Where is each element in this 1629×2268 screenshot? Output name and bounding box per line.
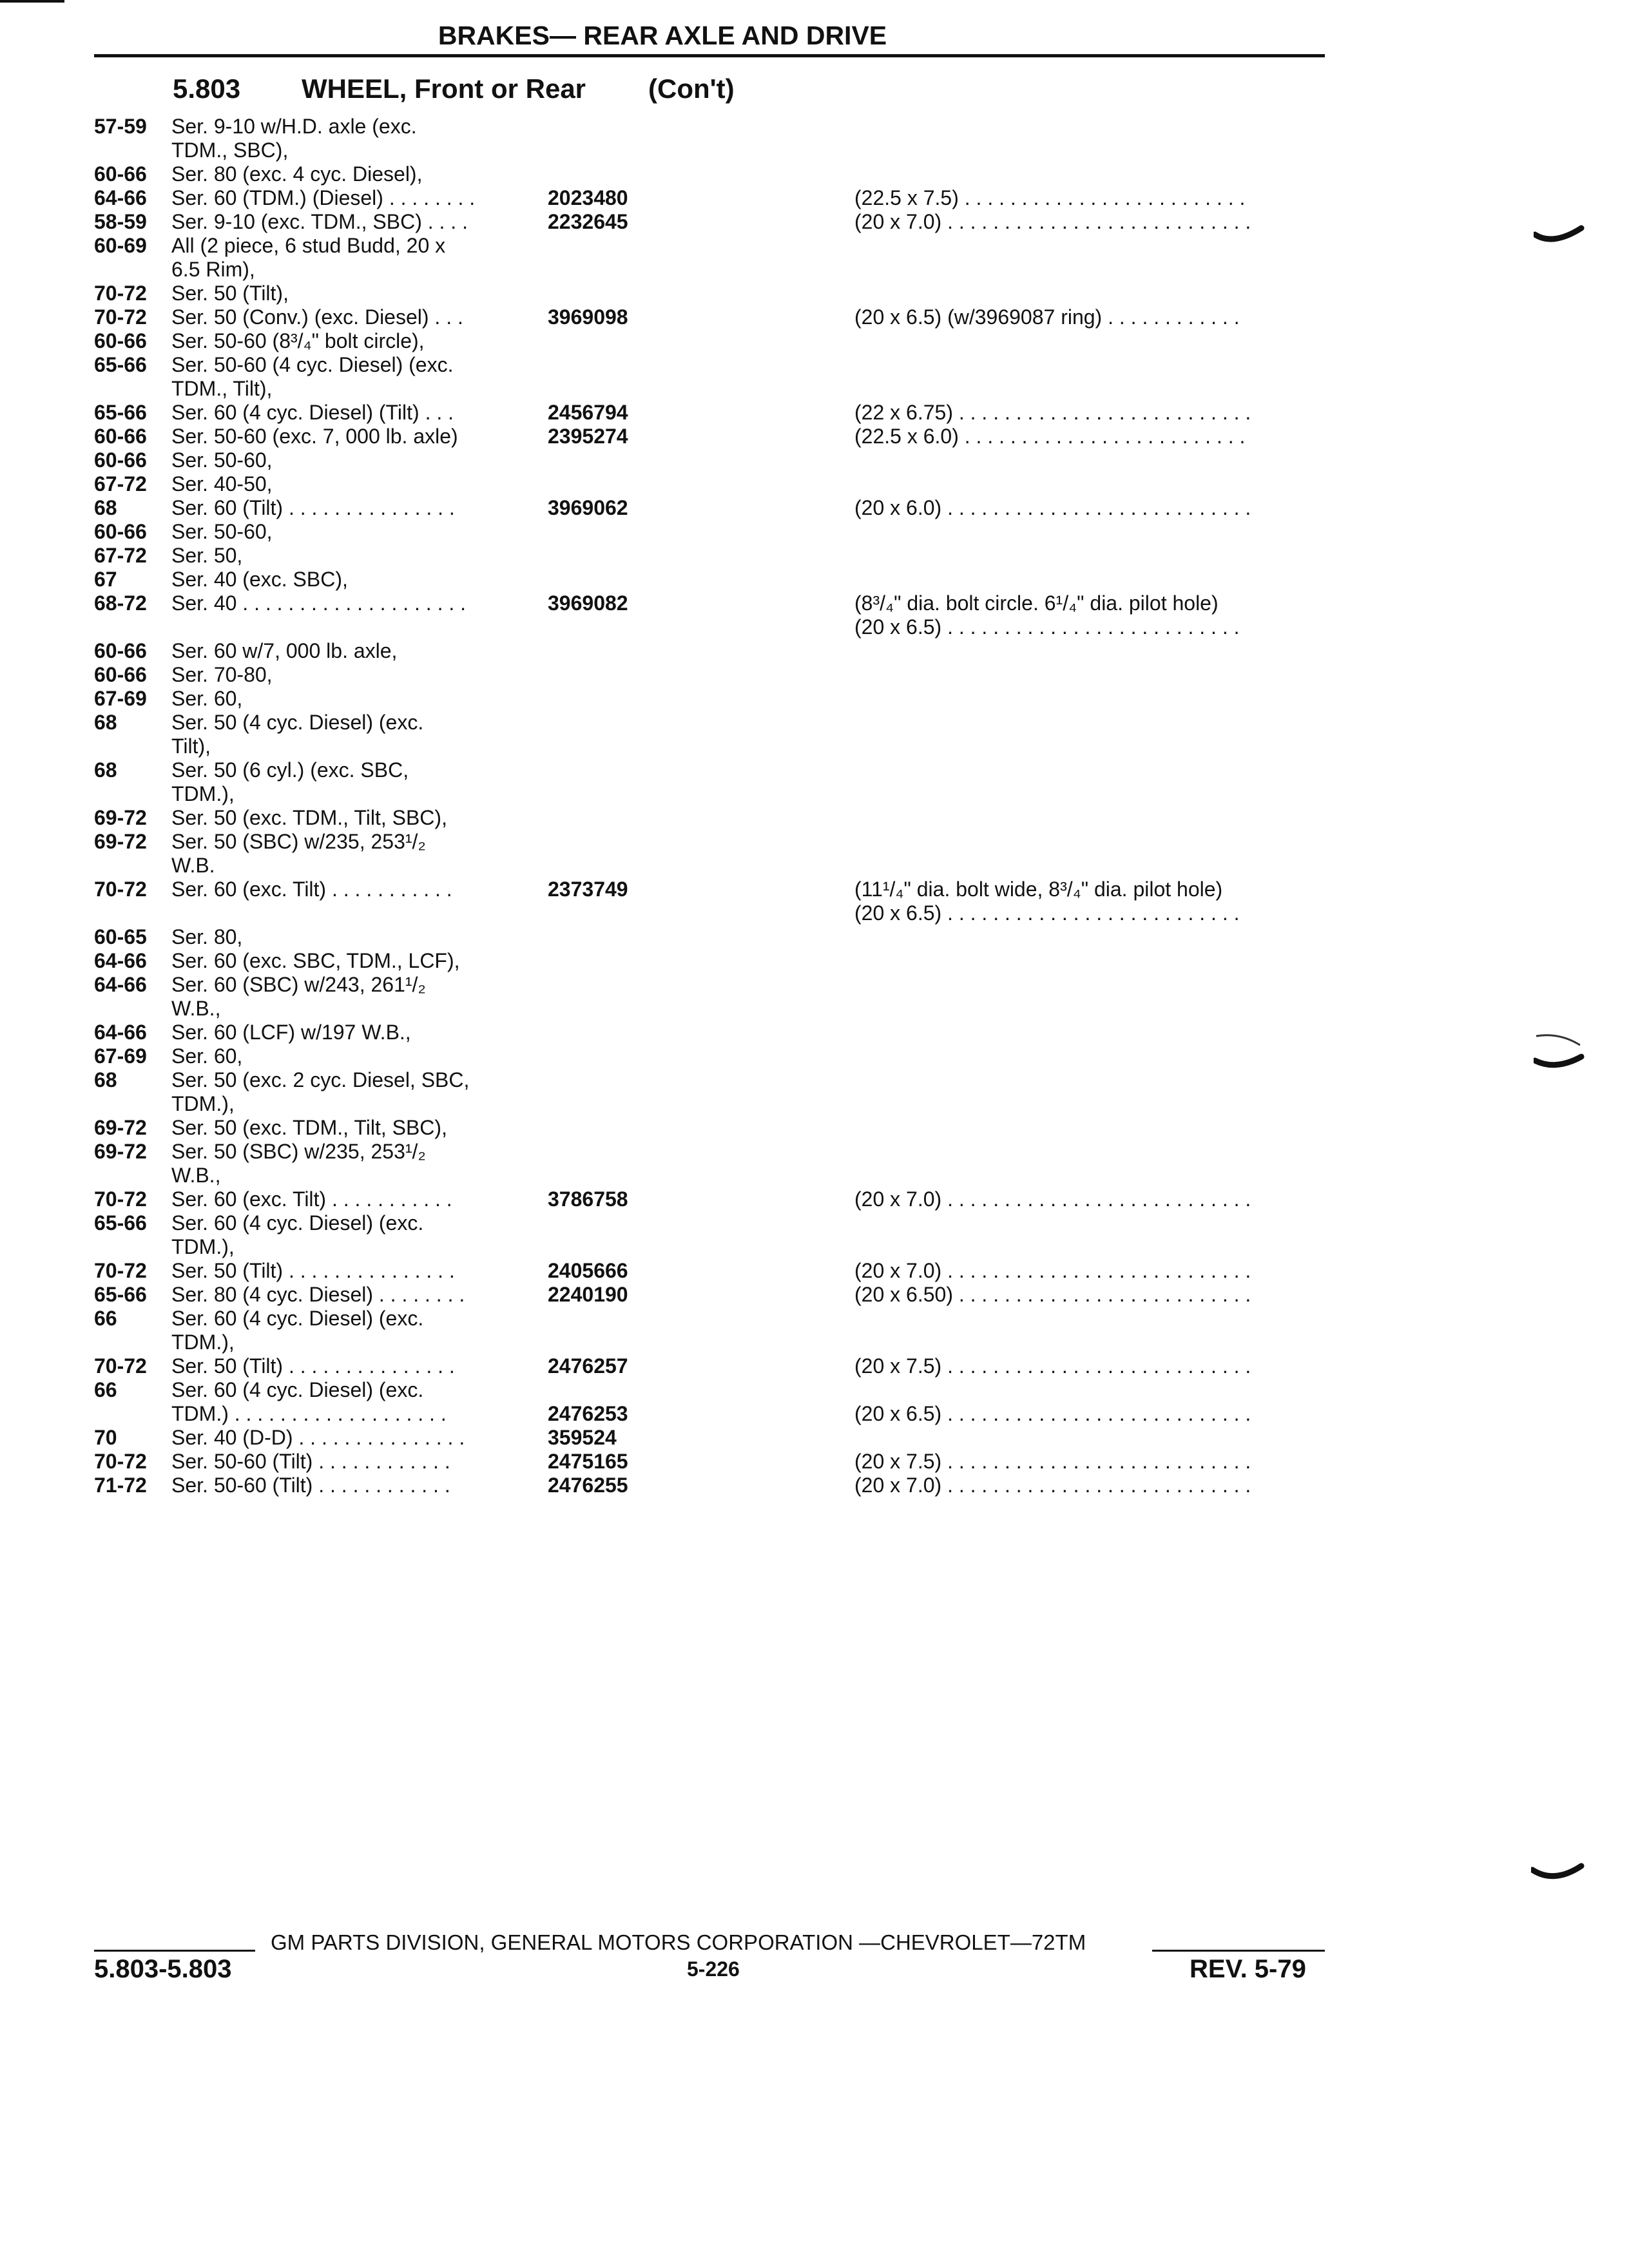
application-description: Ser. 50-60 (Tilt) . . . . . . . . . . . . xyxy=(171,1474,450,1497)
model-years: 69-72 xyxy=(94,1116,147,1139)
application-description: Ser. 50-60 (exc. 7, 000 lb. axle) xyxy=(171,425,458,448)
list-item xyxy=(0,997,1629,1021)
model-years: 60-66 xyxy=(94,329,147,352)
application-description: Ser. 50 (Tilt) . . . . . . . . . . . . . . . xyxy=(171,1354,455,1378)
part-number: 3969098 xyxy=(548,305,628,329)
list-item xyxy=(0,472,1629,496)
application-description: W.B. xyxy=(171,854,215,877)
section-number: 5.803 xyxy=(173,73,241,104)
application-description: 6.5 Rim), xyxy=(171,258,255,281)
list-item xyxy=(0,949,1629,973)
application-description: Ser. 50 (6 cyl.) (exc. SBC, xyxy=(171,758,409,782)
section-continued: (Con't) xyxy=(648,73,735,104)
application-description: Ser. 70-80, xyxy=(171,663,273,686)
model-years: 70 xyxy=(94,1426,117,1449)
model-years: 58-59 xyxy=(94,210,147,233)
list-item xyxy=(0,830,1629,854)
model-years: 64-66 xyxy=(94,186,147,209)
model-years: 67-72 xyxy=(94,544,147,567)
model-years: 70-72 xyxy=(94,878,147,901)
wheel-size: (20 x 6.5) . . . . . . . . . . . . . . . . . . . . . . . . . . xyxy=(854,615,1240,639)
model-years: 60-66 xyxy=(94,663,147,686)
application-description: Ser. 50 (Tilt) . . . . . . . . . . . . . . . xyxy=(171,1259,455,1282)
list-item xyxy=(0,1354,1629,1378)
wheel-size: (20 x 7.5) . . . . . . . . . . . . . . . . . . . . . . . . . . . xyxy=(854,1450,1251,1473)
application-description: Ser. 50-60 (4 cyc. Diesel) (exc. xyxy=(171,353,454,376)
list-item xyxy=(0,210,1629,234)
model-years: 67-72 xyxy=(94,472,147,495)
application-description: Ser. 50 (exc. 2 cyc. Diesel, SBC, xyxy=(171,1068,470,1091)
model-years: 65-66 xyxy=(94,1211,147,1235)
application-description: TDM., Tilt), xyxy=(171,377,273,400)
application-description: Ser. 9-10 (exc. TDM., SBC) . . . . xyxy=(171,210,468,233)
part-number: 3969062 xyxy=(548,496,628,519)
model-years: 70-72 xyxy=(94,1187,147,1211)
application-description: Ser. 60 (4 cyc. Diesel) (exc. xyxy=(171,1307,424,1330)
application-description: Ser. 60 (Tilt) . . . . . . . . . . . . . . . xyxy=(171,496,455,519)
wheel-size: (20 x 7.0) . . . . . . . . . . . . . . . . . . . . . . . . . . . xyxy=(854,1474,1251,1497)
application-description: Ser. 60 (exc. Tilt) . . . . . . . . . . . xyxy=(171,1187,452,1211)
application-description: Ser. 40 (exc. SBC), xyxy=(171,568,348,591)
model-years: 66 xyxy=(94,1307,117,1330)
list-item xyxy=(0,544,1629,568)
list-item xyxy=(0,1021,1629,1044)
application-description: W.B., xyxy=(171,1164,221,1187)
list-item xyxy=(0,139,1629,162)
application-description: Ser. 50 (exc. TDM., Tilt, SBC), xyxy=(171,1116,447,1139)
model-years: 60-66 xyxy=(94,520,147,543)
application-description: Ser. 60, xyxy=(171,1044,243,1068)
list-item xyxy=(0,1164,1629,1187)
footer-publisher: GM PARTS DIVISION, GENERAL MOTORS CORPORATION —CHEVROLET—72TM xyxy=(271,1930,1086,1954)
part-number: 2405666 xyxy=(548,1259,628,1282)
wheel-size: (20 x 6.5) (w/3969087 ring) . . . . . . . . . . . . xyxy=(854,305,1240,329)
wheel-size: (20 x 7.0) . . . . . . . . . . . . . . . . . . . . . . . . . . . xyxy=(854,1187,1251,1211)
application-description: Ser. 40-50, xyxy=(171,472,273,495)
wheel-size: (22.5 x 6.0) . . . . . . . . . . . . . . . . . . . . . . . . . xyxy=(854,425,1246,448)
model-years: 64-66 xyxy=(94,973,147,996)
list-item xyxy=(0,878,1629,901)
part-number: 359524 xyxy=(548,1426,617,1449)
application-description: Ser. 50-60, xyxy=(171,520,273,543)
wheel-size: (8³/₄" dia. bolt circle. 6¹/₄" dia. pilot hole) xyxy=(854,591,1219,615)
footer-revision: REV. 5-79 xyxy=(1190,1955,1306,1983)
list-item xyxy=(0,1092,1629,1116)
list-item xyxy=(0,758,1629,782)
list-item xyxy=(0,1044,1629,1068)
part-number: 2395274 xyxy=(548,425,628,448)
application-description: Ser. 50 (exc. TDM., Tilt, SBC), xyxy=(171,806,447,829)
part-number: 2023480 xyxy=(548,186,628,209)
wheel-size: (20 x 7.0) . . . . . . . . . . . . . . . . . . . . . . . . . . . xyxy=(854,210,1251,233)
section-heading xyxy=(173,73,735,104)
model-years: 67 xyxy=(94,568,117,591)
model-years: 68-72 xyxy=(94,591,147,615)
list-item xyxy=(0,925,1629,949)
part-number: 2476257 xyxy=(548,1354,628,1378)
application-description: Ser. 60 (4 cyc. Diesel) (Tilt) . . . xyxy=(171,401,454,424)
application-description: Ser. 50-60, xyxy=(171,448,273,472)
application-description: TDM.), xyxy=(171,1092,235,1115)
list-item xyxy=(0,425,1629,448)
wheel-size: (20 x 6.50) . . . . . . . . . . . . . . . . . . . . . . . . . . xyxy=(854,1283,1251,1306)
list-item xyxy=(0,448,1629,472)
model-years: 70-72 xyxy=(94,1259,147,1282)
model-years: 65-66 xyxy=(94,1283,147,1306)
list-item xyxy=(0,711,1629,735)
application-description: TDM., SBC), xyxy=(171,139,289,162)
page-number: 5-226 xyxy=(687,1957,740,1981)
application-description: Ser. 50 (Tilt), xyxy=(171,282,289,305)
model-years: 68 xyxy=(94,496,117,519)
application-description: TDM.), xyxy=(171,782,235,805)
list-item xyxy=(0,1140,1629,1164)
list-item xyxy=(0,1283,1629,1307)
application-description: Ser. 80 (exc. 4 cyc. Diesel), xyxy=(171,162,423,186)
list-item xyxy=(0,854,1629,878)
part-number: 2232645 xyxy=(548,210,628,233)
wheel-size: (20 x 7.5) . . . . . . . . . . . . . . . . . . . . . . . . . . . xyxy=(854,1354,1251,1378)
application-description: TDM.), xyxy=(171,1235,235,1258)
model-years: 69-72 xyxy=(94,806,147,829)
footer-rule-right xyxy=(1152,1950,1325,1952)
list-item xyxy=(0,1378,1629,1402)
model-years: 60-66 xyxy=(94,162,147,186)
part-number: 2373749 xyxy=(548,878,628,901)
list-item xyxy=(0,353,1629,377)
list-item xyxy=(0,639,1629,663)
list-item xyxy=(0,1331,1629,1354)
list-item xyxy=(0,401,1629,425)
list-item xyxy=(0,1187,1629,1211)
model-years: 68 xyxy=(94,711,117,734)
corner-rule xyxy=(0,0,64,3)
wheel-size: (20 x 7.0) . . . . . . . . . . . . . . . . . . . . . . . . . . . xyxy=(854,1259,1251,1282)
model-years: 70-72 xyxy=(94,1450,147,1473)
list-item xyxy=(0,162,1629,186)
part-number: 2475165 xyxy=(548,1450,628,1473)
list-item xyxy=(0,663,1629,687)
part-number: 2456794 xyxy=(548,401,628,424)
application-description: Ser. 60, xyxy=(171,687,243,710)
list-item xyxy=(0,901,1629,925)
model-years: 65-66 xyxy=(94,401,147,424)
page-title: BRAKES— REAR AXLE AND DRIVE xyxy=(438,21,887,50)
list-item xyxy=(0,520,1629,544)
model-years: 60-65 xyxy=(94,925,147,948)
list-item xyxy=(0,1068,1629,1092)
application-description: Ser. 60 (4 cyc. Diesel) (exc. xyxy=(171,1378,424,1401)
wheel-size: (20 x 6.5) . . . . . . . . . . . . . . . . . . . . . . . . . . xyxy=(854,901,1240,925)
model-years: 64-66 xyxy=(94,949,147,972)
application-description: TDM.), xyxy=(171,1331,235,1354)
section-title: WHEEL, Front or Rear xyxy=(302,73,586,104)
list-item xyxy=(0,234,1629,258)
application-description: Ser. 60 (exc. Tilt) . . . . . . . . . . . xyxy=(171,878,452,901)
wheel-size: (22.5 x 7.5) . . . . . . . . . . . . . . . . . . . . . . . . . xyxy=(854,186,1246,209)
model-years: 68 xyxy=(94,758,117,782)
part-number: 2476253 xyxy=(548,1402,628,1425)
list-item xyxy=(0,806,1629,830)
list-item xyxy=(0,1450,1629,1474)
part-number: 3969082 xyxy=(548,591,628,615)
application-description: Ser. 60 (SBC) w/243, 261¹/₂ xyxy=(171,973,426,996)
list-item xyxy=(0,1116,1629,1140)
parts-list xyxy=(0,115,1629,1497)
application-description: Ser. 50, xyxy=(171,544,243,567)
list-item xyxy=(0,782,1629,806)
model-years: 67-69 xyxy=(94,687,147,710)
list-item xyxy=(0,1402,1629,1426)
list-item xyxy=(0,329,1629,353)
list-item xyxy=(0,377,1629,401)
scan-mark xyxy=(1534,1031,1585,1076)
model-years: 60-66 xyxy=(94,448,147,472)
model-years: 70-72 xyxy=(94,305,147,329)
list-item xyxy=(0,258,1629,282)
application-description: Ser. 50 (4 cyc. Diesel) (exc. xyxy=(171,711,424,734)
model-years: 60-66 xyxy=(94,639,147,662)
list-item xyxy=(0,1426,1629,1450)
model-years: 67-69 xyxy=(94,1044,147,1068)
scan-mark xyxy=(1534,219,1585,258)
model-years: 69-72 xyxy=(94,1140,147,1163)
application-description: Ser. 60 w/7, 000 lb. axle, xyxy=(171,639,398,662)
application-description: Ser. 60 (4 cyc. Diesel) (exc. xyxy=(171,1211,424,1235)
header-rule xyxy=(94,54,1325,57)
list-item xyxy=(0,282,1629,305)
application-description: Ser. 60 (TDM.) (Diesel) . . . . . . . . xyxy=(171,186,476,209)
model-years: 69-72 xyxy=(94,830,147,853)
wheel-size: (20 x 6.5) . . . . . . . . . . . . . . . . . . . . . . . . . . . xyxy=(854,1402,1251,1425)
list-item xyxy=(0,568,1629,591)
application-description: Ser. 40 . . . . . . . . . . . . . . . . . . . . xyxy=(171,591,467,615)
footer-rule-left xyxy=(94,1950,255,1952)
model-years: 66 xyxy=(94,1378,117,1401)
list-item xyxy=(0,735,1629,758)
list-item xyxy=(0,1235,1629,1259)
list-item xyxy=(0,115,1629,139)
list-item xyxy=(0,496,1629,520)
list-item xyxy=(0,186,1629,210)
application-description: Ser. 80 (4 cyc. Diesel) . . . . . . . . xyxy=(171,1283,465,1306)
list-item xyxy=(0,305,1629,329)
application-description: All (2 piece, 6 stud Budd, 20 x xyxy=(171,234,446,257)
model-years: 65-66 xyxy=(94,353,147,376)
footer-section-range: 5.803-5.803 xyxy=(94,1955,232,1983)
model-years: 68 xyxy=(94,1068,117,1091)
list-item xyxy=(0,973,1629,997)
list-item xyxy=(0,591,1629,615)
list-item xyxy=(0,687,1629,711)
wheel-size: (20 x 6.0) . . . . . . . . . . . . . . . . . . . . . . . . . . . xyxy=(854,496,1251,519)
application-description: Ser. 50-60 (8³/₄" bolt circle), xyxy=(171,329,425,352)
model-years: 60-66 xyxy=(94,425,147,448)
model-years: 57-59 xyxy=(94,115,147,138)
wheel-size: (22 x 6.75) . . . . . . . . . . . . . . . . . . . . . . . . . . xyxy=(854,401,1251,424)
application-description: Ser. 80, xyxy=(171,925,243,948)
application-description: TDM.) . . . . . . . . . . . . . . . . . . . xyxy=(171,1402,447,1425)
part-number: 2240190 xyxy=(548,1283,628,1306)
scan-mark xyxy=(1531,1856,1585,1894)
application-description: Ser. 40 (D-D) . . . . . . . . . . . . . . . xyxy=(171,1426,465,1449)
model-years: 64-66 xyxy=(94,1021,147,1044)
wheel-size: (11¹/₄" dia. bolt wide, 8³/₄" dia. pilot hole) xyxy=(854,878,1223,901)
application-description: Ser. 50 (Conv.) (exc. Diesel) . . . xyxy=(171,305,463,329)
model-years: 70-72 xyxy=(94,282,147,305)
application-description: Ser. 9-10 w/H.D. axle (exc. xyxy=(171,115,417,138)
application-description: Ser. 50 (SBC) w/235, 253¹/₂ xyxy=(171,830,426,853)
list-item xyxy=(0,615,1629,639)
application-description: Ser. 50-60 (Tilt) . . . . . . . . . . . . xyxy=(171,1450,450,1473)
model-years: 70-72 xyxy=(94,1354,147,1378)
application-description: W.B., xyxy=(171,997,221,1020)
model-years: 60-69 xyxy=(94,234,147,257)
part-number: 3786758 xyxy=(548,1187,628,1211)
application-description: Tilt), xyxy=(171,735,211,758)
application-description: Ser. 60 (LCF) w/197 W.B., xyxy=(171,1021,411,1044)
list-item xyxy=(0,1211,1629,1235)
list-item xyxy=(0,1307,1629,1331)
list-item xyxy=(0,1259,1629,1283)
list-item xyxy=(0,1474,1629,1497)
application-description: Ser. 50 (SBC) w/235, 253¹/₂ xyxy=(171,1140,426,1163)
application-description: Ser. 60 (exc. SBC, TDM., LCF), xyxy=(171,949,460,972)
model-years: 71-72 xyxy=(94,1474,147,1497)
part-number: 2476255 xyxy=(548,1474,628,1497)
